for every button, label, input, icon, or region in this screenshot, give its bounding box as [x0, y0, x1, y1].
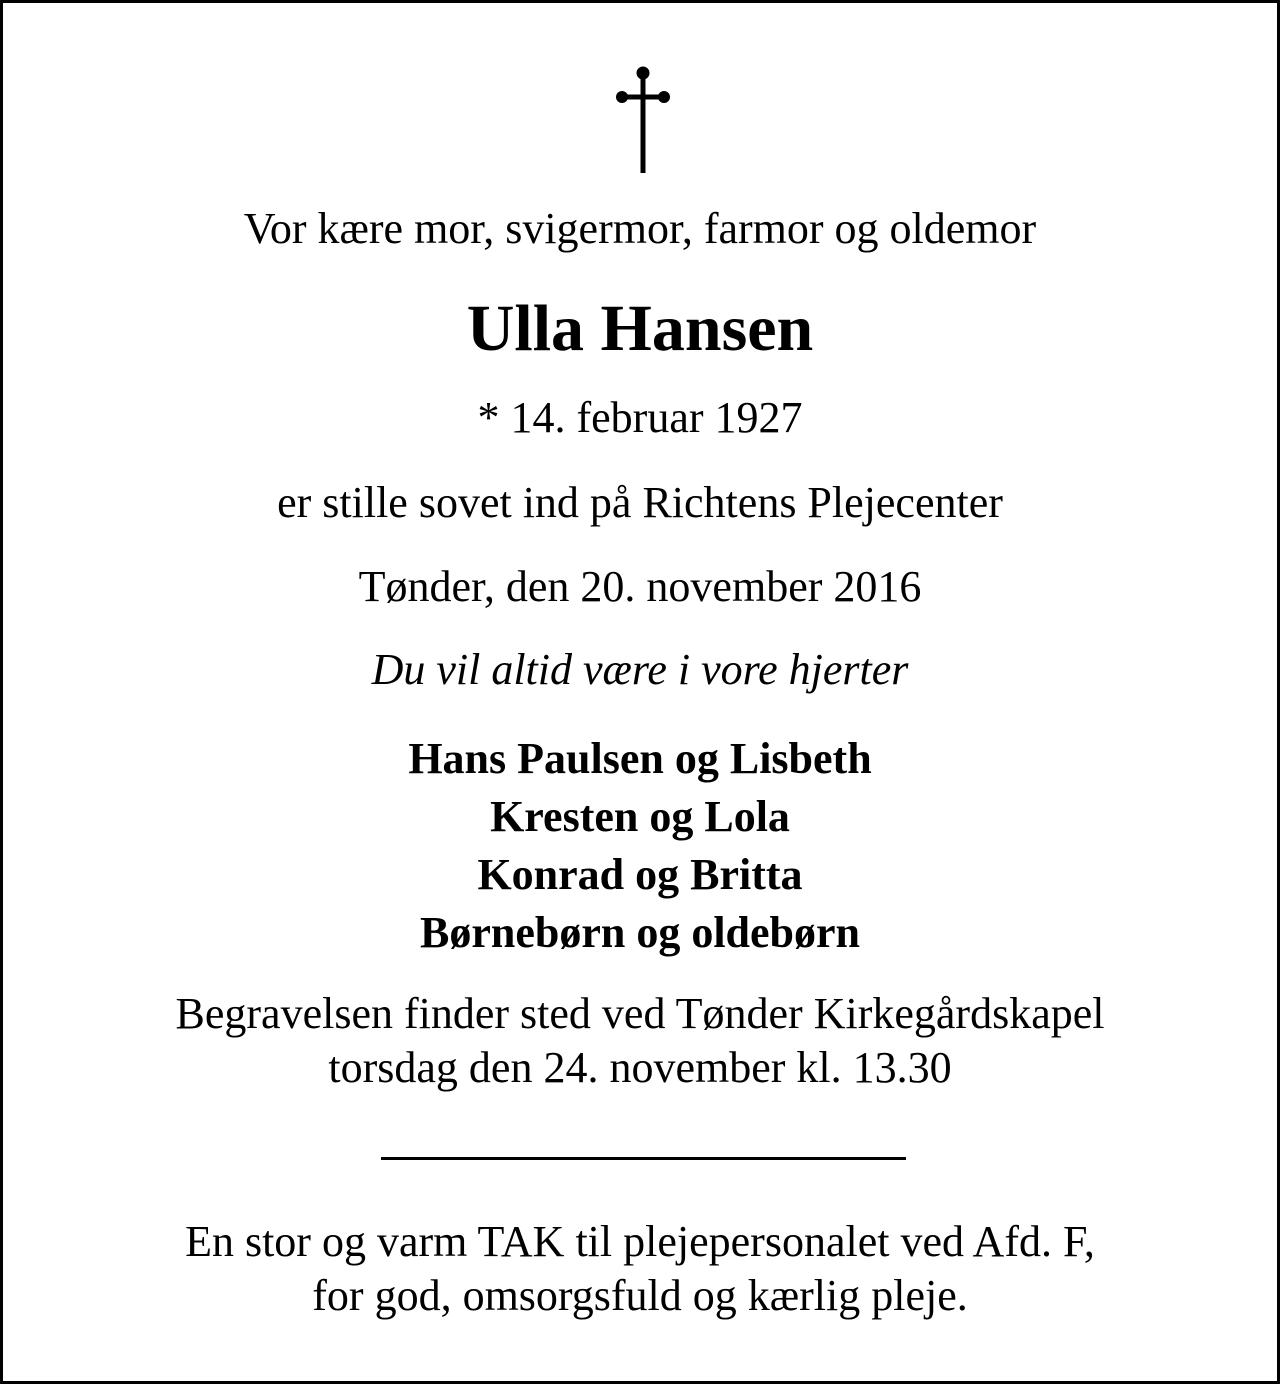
cross-icon — [616, 65, 670, 173]
deceased-name: Ulla Hansen — [466, 292, 814, 365]
funeral-line: Begravelsen finder sted ved Tønder Kirkegårdskapel — [175, 989, 1105, 1038]
intro-line: Vor kære mor, svigermor, farmor og oldemor — [243, 204, 1037, 253]
mourner-name: Hans Paulsen og Lisbeth — [408, 734, 872, 783]
motto: Du vil altid være i vore hjerter — [371, 645, 909, 694]
thanks-message — [3, 1215, 1277, 1323]
mourner-name: Børnebørn og oldebørn — [419, 908, 861, 957]
thanks-line: En stor og varm TAK til plejepersonalet ved Afd. F, — [185, 1217, 1095, 1266]
birth-date: * 14. februar 1927 — [477, 393, 803, 442]
funeral-info — [3, 987, 1277, 1095]
mourners-list — [3, 730, 1277, 962]
mourner-name: Kresten og Lola — [490, 792, 790, 841]
place-date: Tønder, den 20. november 2016 — [358, 562, 922, 611]
thanks-line: for god, omsorgsfuld og kærlig pleje. — [312, 1271, 968, 1320]
passing-line: er stille sovet ind på Richtens Plejecenter — [277, 478, 1003, 527]
mourner-name: Konrad og Britta — [477, 850, 803, 899]
funeral-line: torsdag den 24. november kl. 13.30 — [328, 1043, 952, 1092]
divider — [381, 1157, 906, 1160]
